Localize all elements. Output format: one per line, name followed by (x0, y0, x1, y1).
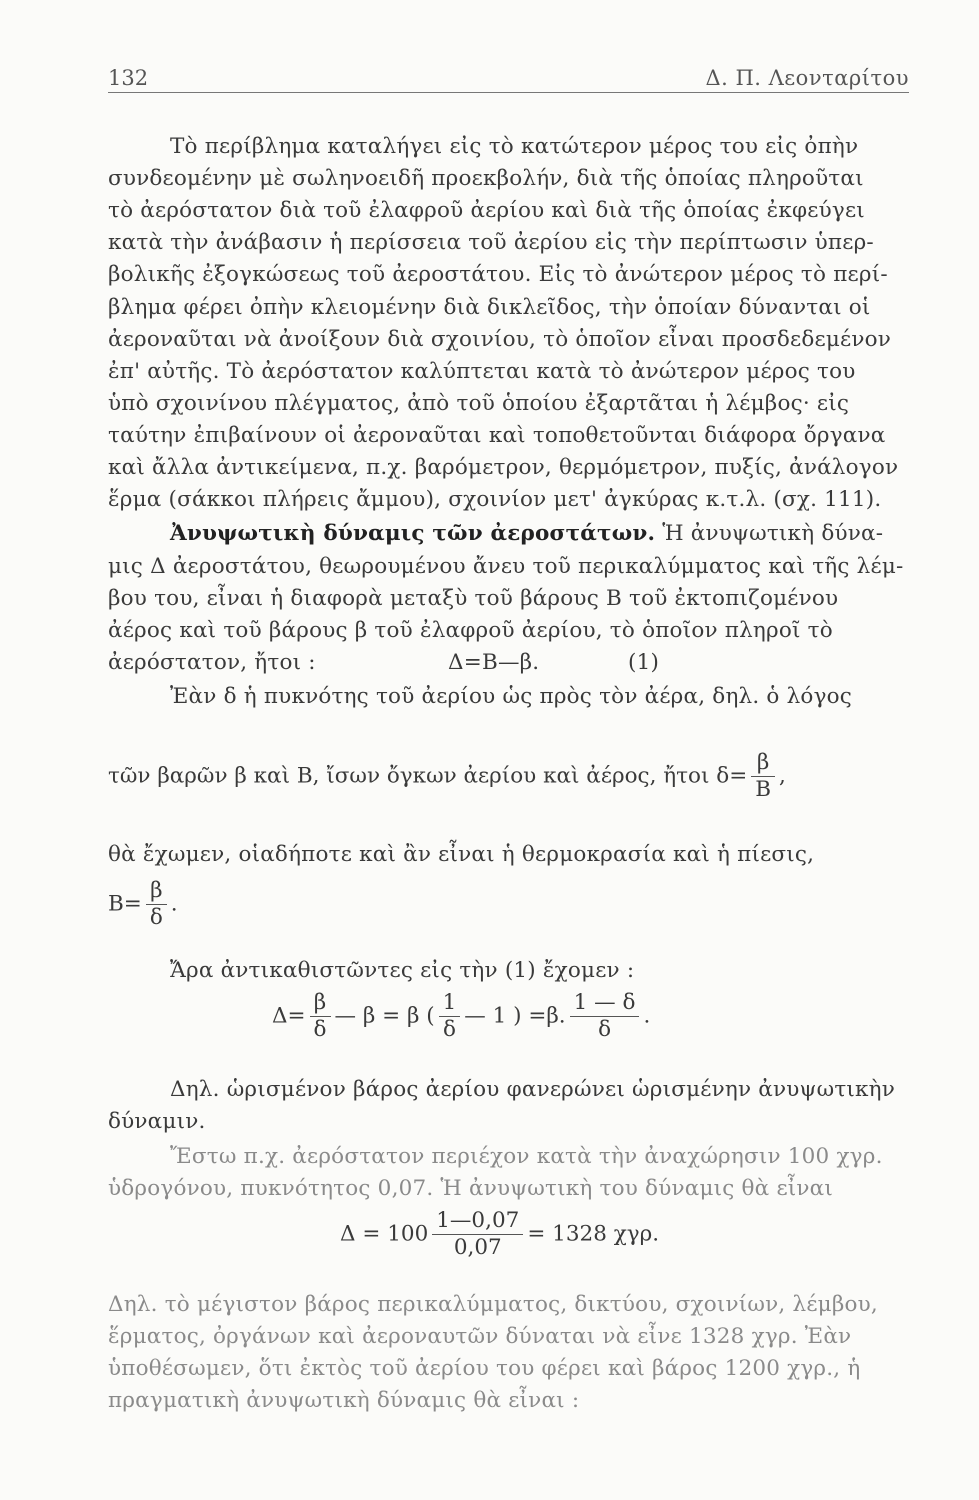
text-span: — 1 ) =β. (464, 1003, 566, 1029)
text-line: ὑδρογόνου, πυκνότητος 0,07. Ἡ ἀνυψωτικὴ του δύναμις θὰ εἶναι (108, 1176, 834, 1201)
text-span: Δ= (272, 1003, 306, 1029)
density-definition (108, 750, 786, 803)
text-line: ταύτην ἐπιβαίνουν οἱ ἀεροναῦται καὶ τοποθετοῦνται διάφορα ὄργανα (108, 423, 886, 448)
text-line: βου του, εἶναι ἡ διαφορὰ μεταξὺ τοῦ βάρους Β τοῦ ἐκτοπιζομένου (108, 586, 839, 611)
text-line: ἕρμα (σάκκοι πλήρεις ἄμμου), σχοινίον μετ' ἀγκύρας κ.τ.λ. (σχ. 111). (108, 487, 882, 512)
text-line: ἐπ' αὐτῆς. Τὸ ἀερόστατον καλύπτεται κατὰ τὸ ἀνώτερον μέρος του (108, 359, 856, 384)
text-line: πραγματικὴ ἀνυψωτικὴ δύναμις θὰ εἶναι : (108, 1388, 580, 1413)
page-number: 132 (108, 66, 149, 90)
text-line: Δηλ. ὡρισμένον βάρος ἀερίου φανερώνει ὡρισμένην ἀνυψωτικὴν (170, 1077, 896, 1102)
fraction-denominator: δ (598, 1017, 612, 1042)
fraction-numerator: β (146, 878, 167, 905)
text-span: Ἡ ἀνυψωτικὴ δύνα- (662, 521, 884, 546)
header-rule (108, 92, 909, 93)
text-span: Β= (108, 891, 142, 917)
fraction-denominator: δ (149, 905, 163, 930)
fraction (146, 878, 167, 931)
fraction-numerator: 1—0,07 (432, 1208, 523, 1235)
text-span: . (170, 891, 178, 917)
text-line: ἀεροναῦται νὰ ἀνοίξουν διὰ σχοινίου, τὸ ὁποῖον εἶναι προσδεδεμένον (108, 327, 892, 352)
fraction-denominator: δ (313, 1017, 327, 1042)
fraction-numerator: 1 — δ (570, 990, 640, 1017)
fraction-denominator: δ (442, 1017, 456, 1042)
text-line: καὶ ἄλλα ἀντικείμενα, π.χ. βαρόμετρον, θερμόμετρον, πυξίς, ἀνάλογον (108, 455, 899, 480)
section-heading-line (170, 519, 910, 549)
text-line: δύναμιν. (108, 1109, 206, 1134)
fraction-numerator: 1 (439, 990, 461, 1017)
fraction (432, 1208, 523, 1261)
text-line: συνδεομένην μὲ σωληνοειδῆ προεκβολήν, διὰ τῆς ὁποίας πληροῦται (108, 166, 864, 191)
fraction (570, 990, 640, 1043)
text-line: Ἐὰν δ ἡ πυκνότης τοῦ ἀερίου ὡς πρὸς τὸν ἀέρα, δηλ. ὁ λόγος (170, 684, 853, 709)
text-line: Τὸ περίβλημα καταλήγει εἰς τὸ κατώτερον μέρος του εἰς ὀπὴν (170, 134, 859, 159)
text-span: Δ = 100 (340, 1221, 429, 1247)
equation-1-label: (1) (628, 650, 660, 675)
text-line: βλημα φέρει ὀπὴν κλειομένην διὰ δικλεῖδος, τὴν ὁποίαν δύνανται οἱ (108, 295, 871, 320)
text-line: θὰ ἔχωμεν, οἱαδήποτε καὶ ἂν εἶναι ἡ θερμοκρασία καὶ ἡ πίεσις, (108, 842, 815, 867)
section-title: Ἀνυψωτικὴ δύναμις τῶν ἀεροστάτων. (170, 521, 656, 546)
fraction (751, 750, 775, 803)
text-span: τῶν βαρῶν β καὶ Β, ἴσων ὄγκων ἀερίου καὶ ἀέρος, ἤτοι δ= (108, 763, 748, 789)
equation-B (108, 878, 178, 931)
page-header (108, 62, 909, 92)
text-span: — β = β ( (334, 1003, 435, 1029)
text-line: κατὰ τὴν ἀνάβασιν ἡ περίσσεια τοῦ ἀερίου εἰς τὴν περίπτωσιν ὑπερ- (108, 230, 874, 255)
text-line: Δηλ. τὸ μέγιστον βάρος περικαλύμματος, δικτύου, σχοινίων, λέμβου, (108, 1292, 878, 1317)
running-head: Δ. Π. Λεονταρίτου (705, 66, 909, 90)
text-span: , (779, 763, 786, 789)
lift-equation (272, 990, 650, 1043)
text-span: ἀερόστατον, ἤτοι : (108, 650, 316, 675)
text-line: Ἄρα ἀντικαθιστῶντες εἰς τὴν (1) ἔχομεν : (170, 958, 635, 983)
text-line: τὸ ἀερόστατον διὰ τοῦ ἐλαφροῦ ἀερίου καὶ διὰ τῆς ὁποίας ἐκφεύγει (108, 198, 865, 223)
fraction-denominator: Β (755, 777, 772, 802)
equation-1: Δ=Β—β. (448, 650, 540, 675)
fraction-numerator: β (310, 990, 331, 1017)
text-line: ὑπὸ σχοινίνου πλέγματος, ἀπὸ τοῦ ὁποίου ἐξαρτᾶται ἡ λέμβος· εἰς (108, 391, 850, 416)
text-line: ἕρματος, ὀργάνων καὶ ἀεροναυτῶν δύναται νὰ εἶνε 1328 χγρ. Ἐὰν (108, 1324, 852, 1349)
text-line: ἀέρος καὶ τοῦ βάρους β τοῦ ἐλαφροῦ ἀερίου, τὸ ὁποῖον πληροῖ τὸ (108, 618, 833, 643)
fraction-denominator: 0,07 (453, 1235, 502, 1260)
text-span: = 1328 χγρ. (527, 1221, 660, 1247)
fraction-numerator: β (751, 750, 775, 777)
fraction (310, 990, 331, 1043)
numeric-example (340, 1208, 659, 1261)
text-line: ὑποθέσωμεν, ὅτι ἐκτὸς τοῦ ἀερίου του φέρει καὶ βάρος 1200 χγρ., ἡ (108, 1356, 861, 1381)
text-line: μις Δ ἀεροστάτου, θεωρουμένου ἄνευ τοῦ περικαλύμματος καὶ τῆς λέμ- (108, 554, 904, 579)
text-line: βολικῆς ἐξογκώσεως τοῦ ἀεροστάτου. Εἰς τὸ ἀνώτερον μέρος τὸ περί- (108, 262, 888, 287)
text-line: Ἔστω π.χ. ἀερόστατον περιέχον κατὰ τὴν ἀναχώρησιν 100 χγρ. (170, 1144, 883, 1169)
fraction (439, 990, 461, 1043)
equation-line (108, 648, 908, 678)
text-span: . (643, 1003, 651, 1029)
